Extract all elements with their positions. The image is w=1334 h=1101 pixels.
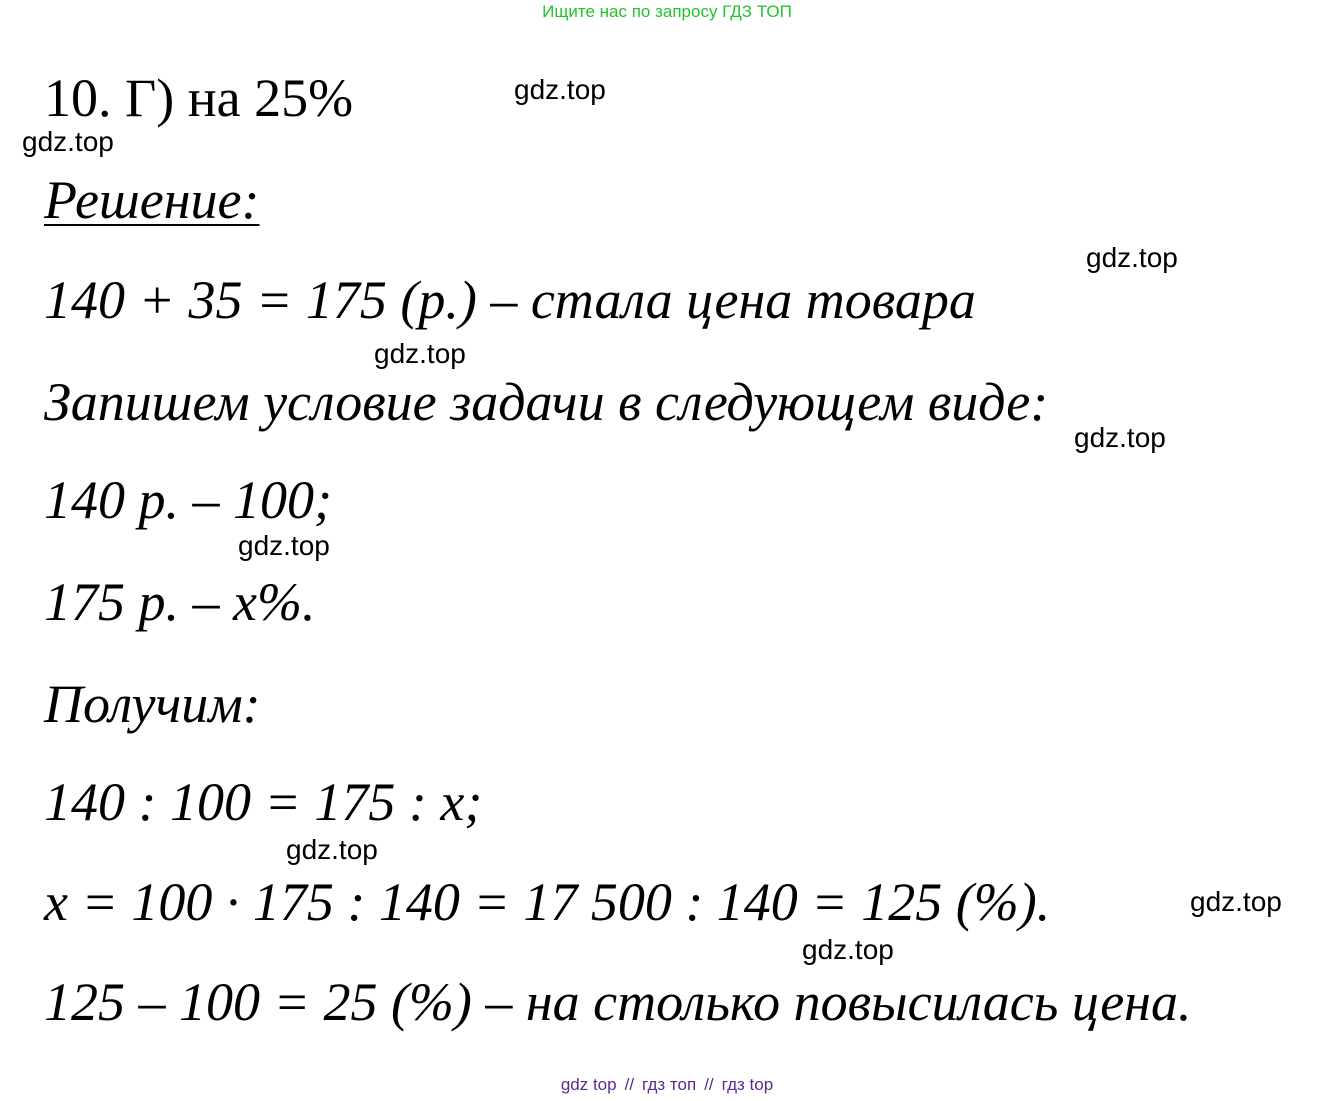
solution-line-3: 140 р. – 100; bbox=[44, 470, 332, 530]
watermark: gdz.top bbox=[1086, 242, 1178, 273]
top-banner: Ищите нас по запросу ГДЗ ТОП bbox=[542, 2, 792, 21]
solution-line-1: 140 + 35 = 175 (р.) – стала цена товара bbox=[44, 270, 976, 330]
solution-line-4: 175 р. – x%. bbox=[44, 572, 316, 632]
solution-line-2: Запишем условие задачи в следующем виде: bbox=[44, 372, 1049, 432]
watermark: gdz.top bbox=[22, 126, 114, 157]
footer-links bbox=[0, 1075, 1334, 1095]
solution-line-7: x = 100 · 175 : 140 = 17 500 : 140 = 125 (%). bbox=[44, 872, 1051, 932]
watermark: gdz.top bbox=[286, 834, 378, 865]
solution-heading: Решение: bbox=[44, 170, 260, 230]
solution-line-6: 140 : 100 = 175 : x; bbox=[44, 772, 483, 832]
problem-title: 10. Г) на 25% bbox=[44, 68, 354, 128]
watermark: gdz.top bbox=[1074, 422, 1166, 453]
footer-link-gdz-top[interactable]: gdz top bbox=[560, 1075, 617, 1094]
watermark: gdz.top bbox=[374, 338, 466, 369]
watermark: gdz.top bbox=[238, 530, 330, 561]
footer-separator: // bbox=[624, 1075, 635, 1094]
solution-line-8: 125 – 100 = 25 (%) – на столько повысилась цена. bbox=[44, 972, 1192, 1032]
watermark: gdz.top bbox=[802, 934, 894, 965]
footer-link-gdz-top-mixed[interactable]: гдз top bbox=[721, 1075, 774, 1094]
watermark: gdz.top bbox=[514, 74, 606, 105]
footer-link-gdz-top-ru[interactable]: гдз топ bbox=[642, 1075, 697, 1094]
solution-line-5: Получим: bbox=[44, 674, 261, 734]
watermark: gdz.top bbox=[1190, 886, 1282, 917]
footer-separator: // bbox=[704, 1075, 714, 1094]
